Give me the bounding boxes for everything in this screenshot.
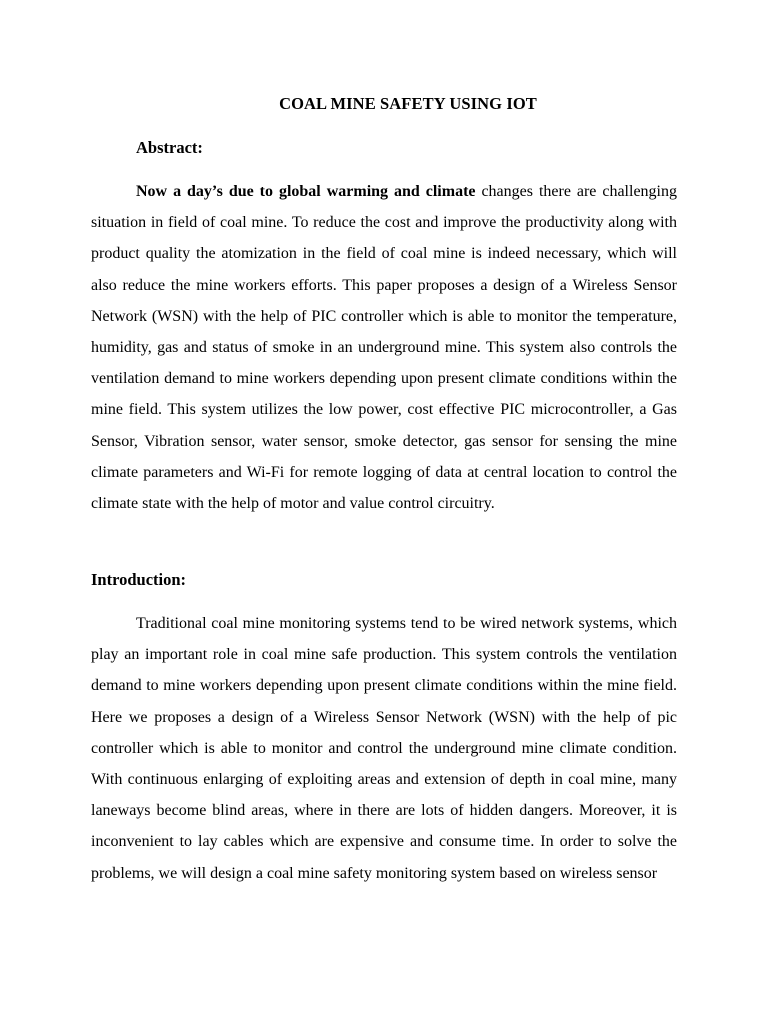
document-title: COAL MINE SAFETY USING IOT	[279, 94, 537, 113]
abstract-paragraph	[91, 176, 677, 519]
introduction-heading: Introduction:	[91, 570, 187, 589]
abstract-lead-text: Now a day’s due to global warming and climate	[136, 183, 476, 200]
introduction-paragraph: Traditional coal mine monitoring systems tend to be wired network systems, which play an important role in coal mine safe production. This system controls the ventilation demand to mine workers depending upon present climate conditions within the mine field. Here we proposes a design of a Wireless Sensor Network (WSN) with the help of pic controller which is able to monitor and control the underground mine climate condition. With continuous enlarging of exploiting areas and extension of depth in coal mine, many laneways become blind areas, where in there are lots of hidden dangers. Moreover, it is inconvenient to lay cables which are expensive and consume time. In order to solve the problems, we will design a coal mine safety monitoring system based on wireless sensor	[91, 615, 677, 882]
abstract-body-text: changes there are challenging situation in field of coal mine. To reduce the cost and improve the productivity along with product quality the atomization in the field of coal mine is indeed necessary, which will also reduce the mine workers efforts. This paper proposes a design of a Wireless Sensor Network (WSN) with the help of PIC controller which is able to monitor the temperature, humidity, gas and status of smoke in an underground mine. This system also controls the ventilation demand to mine workers depending upon present climate conditions within the mine field. This system utilizes the low power, cost effective PIC microcontroller, a Gas Sensor, Vibration sensor, water sensor, smoke detector, gas sensor for sensing the mine climate parameters and Wi-Fi for remote logging of data at central location to control the climate state with the help of motor and value control circuitry.	[91, 183, 677, 513]
abstract-heading: Abstract:	[136, 138, 203, 157]
